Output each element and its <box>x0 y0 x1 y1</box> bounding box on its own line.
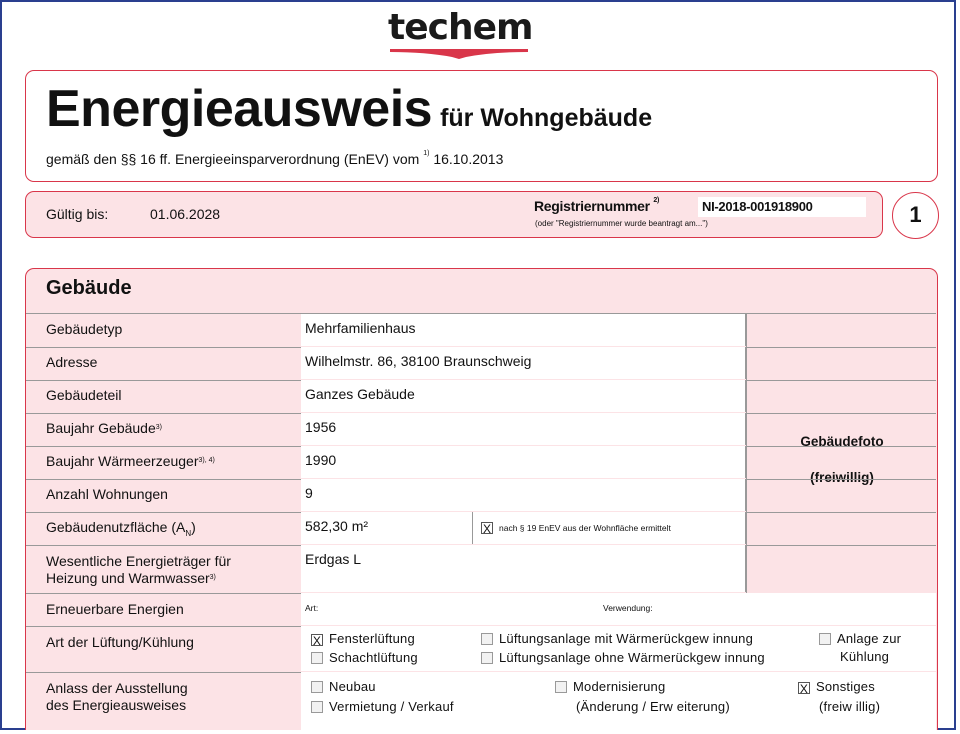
ventilation-with-recovery-label: Lüftungsanlage mit Wärmerückgew innung <box>499 631 754 646</box>
title-main-text: Energieausweis <box>46 80 433 138</box>
heater-year-field[interactable]: 1990 <box>301 446 746 478</box>
registration-label-text: Registriernummer <box>534 198 650 214</box>
ventilation-shaft-label: Schachtlüftung <box>329 650 418 665</box>
table-row <box>26 347 936 381</box>
row-label-occasion <box>46 680 188 714</box>
ventilation-window-checkbox[interactable]: X <box>312 634 322 648</box>
validity-box <box>25 191 883 238</box>
title-box <box>25 70 938 182</box>
ventilation-with-recovery-checkbox[interactable] <box>481 633 493 645</box>
logo-text: techem <box>388 7 533 48</box>
occasion-other-checkbox[interactable]: X <box>799 682 809 696</box>
row-label-energy-carrier <box>46 553 231 587</box>
floor-area-check-text: nach § 19 EnEV aus der Wohnfläche ermittelt <box>499 523 671 533</box>
heater-year-footnote: 3), 4) <box>198 457 215 464</box>
renewables-type-label: Art: <box>305 603 319 613</box>
occasion-new-build-checkbox[interactable] <box>311 681 323 693</box>
occasion-option-rental-sale[interactable] <box>311 698 454 716</box>
table-row <box>26 512 936 546</box>
table-row <box>26 314 936 348</box>
ventilation-without-recovery-label: Lüftungsanlage ohne Wärmerückgew innung <box>499 650 765 665</box>
ventilation-option-shaft[interactable] <box>311 649 418 667</box>
registration-footnote: 2) <box>653 197 660 204</box>
floor-area-checkbox[interactable]: X <box>482 522 491 536</box>
construction-year-footnote: 3) <box>155 424 162 431</box>
table-row <box>26 380 936 414</box>
apartments-field[interactable]: 9 <box>301 479 746 511</box>
logo-swoosh-icon <box>388 48 530 60</box>
table-row <box>26 672 936 732</box>
page-number-badge: 1 <box>892 192 939 239</box>
heater-year-label: Baujahr Wärmeerzeuger <box>46 453 199 469</box>
floor-area-field[interactable]: 582,30 m² <box>301 512 473 544</box>
regulation-line <box>46 151 503 167</box>
regulation-date: 16.10.2013 <box>433 151 504 167</box>
occasion-option-modernization[interactable] <box>555 678 730 716</box>
row-label-renewables: Erneuerbare Energien <box>46 601 184 617</box>
occasion-options <box>301 672 936 732</box>
energy-carrier-label-line1: Wesentliche Energieträger für <box>46 553 231 569</box>
occasion-modernization-label-line2: (Änderung / Erw eiterung) <box>576 699 730 714</box>
ventilation-option-with-recovery[interactable] <box>481 630 753 648</box>
photo-label: Gebäudefoto <box>800 434 884 449</box>
building-section-title: Gebäude <box>46 277 132 299</box>
table-row <box>26 626 936 673</box>
row-label-ventilation: Art der Lüftung/Kühlung <box>46 634 194 650</box>
valid-until-label: Gültig bis: <box>46 206 109 222</box>
page-title <box>46 79 652 139</box>
energy-carrier-field[interactable]: Erdgas L <box>301 545 746 592</box>
building-section <box>25 268 938 730</box>
table-row <box>26 446 936 480</box>
floor-area-method <box>473 512 746 544</box>
occasion-other-label-line2: (freiw illig) <box>819 699 881 714</box>
floor-area-label-sub: N <box>185 528 192 538</box>
ventilation-option-without-recovery[interactable] <box>481 649 765 667</box>
row-label-floor-area <box>46 519 196 542</box>
row-label-building-part: Gebäudeteil <box>46 387 122 403</box>
ventilation-shaft-checkbox[interactable] <box>311 652 323 664</box>
occasion-label-line2: des Energieausweises <box>46 697 187 713</box>
table-row <box>26 413 936 447</box>
ventilation-cooling-label-line2: Kühlung <box>840 649 890 664</box>
building-part-field[interactable]: Ganzes Gebäude <box>301 380 746 412</box>
ventilation-option-cooling[interactable] <box>819 630 901 666</box>
occasion-modernization-checkbox[interactable] <box>555 681 567 693</box>
occasion-other-label: Sonstiges <box>816 679 875 694</box>
table-row <box>26 593 936 627</box>
ventilation-options <box>301 626 936 671</box>
building-table <box>26 313 936 714</box>
row-label-apartments: Anzahl Wohnungen <box>46 486 168 502</box>
occasion-new-build-label: Neubau <box>329 679 376 694</box>
row-label-heater-year <box>46 453 215 470</box>
occasion-rental-sale-label: Vermietung / Verkauf <box>329 699 454 714</box>
ventilation-cooling-checkbox[interactable] <box>819 633 831 645</box>
registration-note: (oder "Registriernummer wurde beantragt am...") <box>535 219 708 228</box>
valid-until-date: 01.06.2028 <box>150 206 221 222</box>
row-label-construction-year <box>46 420 162 437</box>
renewables-usage-label: Verwendung: <box>603 603 653 613</box>
ventilation-option-window[interactable] <box>311 630 415 648</box>
construction-year-field[interactable]: 1956 <box>301 413 746 445</box>
row-label-building-type: Gebäudetyp <box>46 321 123 337</box>
floor-area-label: Gebäudenutzfläche (A <box>46 519 186 535</box>
registration-label <box>534 198 659 214</box>
energy-carrier-footnote: 3) <box>209 574 216 581</box>
regulation-footnote: 1) <box>423 150 430 157</box>
building-type-field[interactable]: Mehrfamilienhaus <box>301 314 746 346</box>
occasion-label-line1: Anlass der Ausstellung <box>46 680 188 696</box>
occasion-option-other[interactable] <box>798 678 880 716</box>
table-row <box>26 545 936 594</box>
occasion-modernization-label: Modernisierung <box>573 679 666 694</box>
occasion-rental-sale-checkbox[interactable] <box>311 701 323 713</box>
renewables-field[interactable] <box>301 593 936 625</box>
regulation-text: gemäß den §§ 16 ff. Energieeinsparverordnung (EnEV) vom <box>46 151 420 167</box>
techem-logo <box>388 7 533 60</box>
registration-number-field[interactable]: NI-2018-001918900 <box>698 197 866 217</box>
construction-year-label: Baujahr Gebäude <box>46 420 156 436</box>
ventilation-window-label: Fensterlüftung <box>329 631 415 646</box>
photo-note: (freiwillig) <box>810 470 874 485</box>
occasion-option-new-build[interactable] <box>311 678 376 696</box>
ventilation-cooling-label: Anlage zur <box>837 631 902 646</box>
table-row <box>26 479 936 513</box>
energy-carrier-label-line2: Heizung und Warmwasser <box>46 570 210 586</box>
title-subtitle: für Wohngebäude <box>440 104 653 132</box>
ventilation-without-recovery-checkbox[interactable] <box>481 652 493 664</box>
row-label-address: Adresse <box>46 354 98 370</box>
floor-area-label-end: ) <box>191 519 196 535</box>
address-field[interactable]: Wilhelmstr. 86, 38100 Braunschweig <box>301 347 746 379</box>
